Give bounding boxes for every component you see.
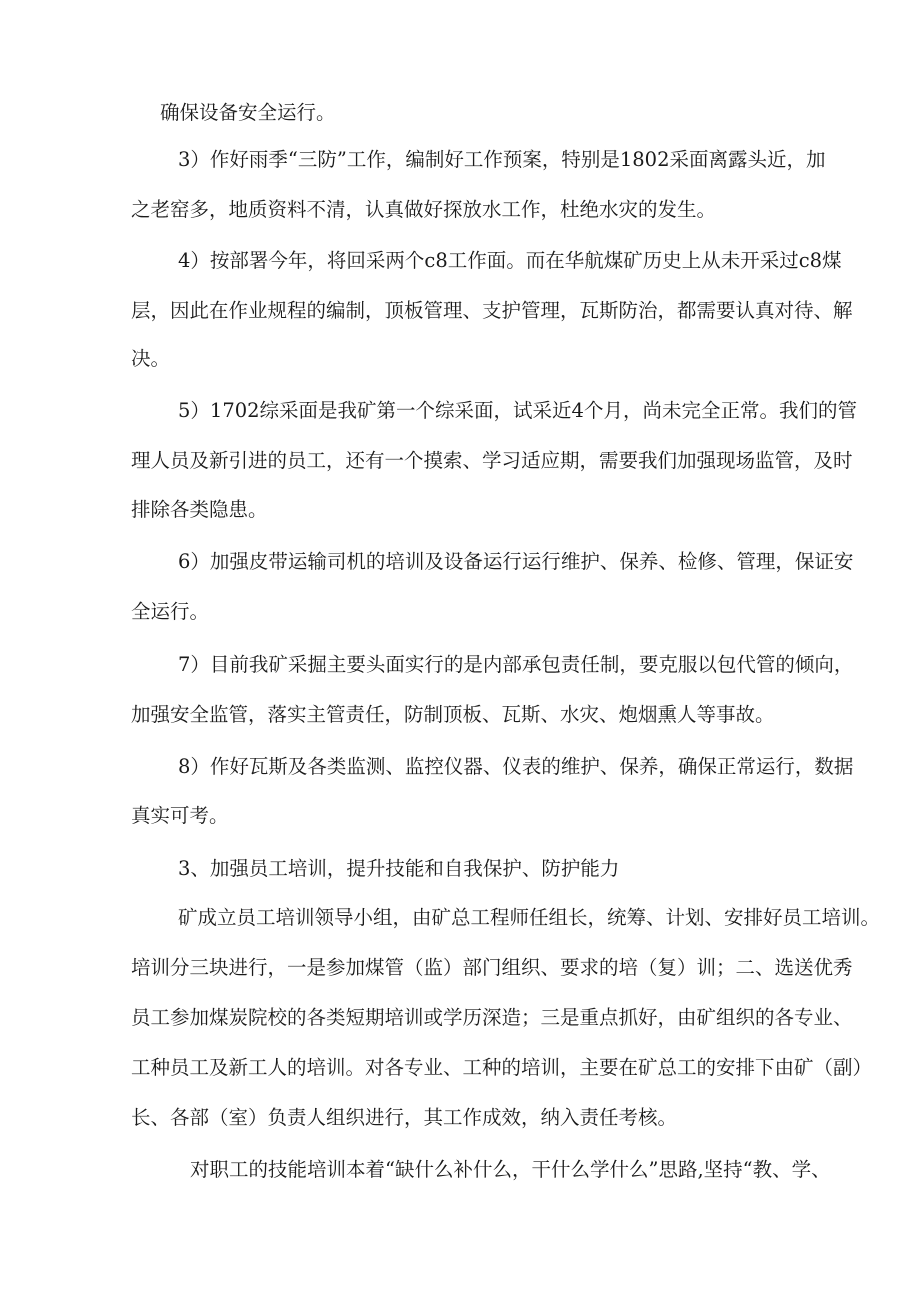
- section-heading: 3、加强员工培训，提升技能和自我保护、防护能力: [178, 857, 620, 880]
- text-line: 8）作好瓦斯及各类监测、监控仪器、仪表的维护、保养，确保正常运行，数据: [178, 755, 854, 778]
- text-line: 员工参加煤炭院校的各类短期培训或学历深造；三是重点抓好，由矿组织的各专业、: [131, 1006, 853, 1029]
- text-line: 决。: [131, 347, 171, 370]
- text-line: 7）目前我矿采掘主要头面实行的是内部承包责任制，要克服以包代管的倾向，: [178, 653, 854, 676]
- text-line: 工种员工及新工人的培训。对各专业、工种的培训，主要在矿总工的安排下由矿（副）: [131, 1056, 873, 1079]
- text-line: 排除各类隐患。: [131, 498, 268, 521]
- text-line: 对职工的技能培训本着“缺什么补什么，干什么学什么”思路,坚持“教、学、: [190, 1158, 831, 1181]
- text-line: 层，因此在作业规程的编制，顶板管理、支护管理，瓦斯防治，都需要认真对待、解: [131, 299, 853, 322]
- text-line: 4）按部署今年，将回采两个c8工作面。而在华航煤矿历史上从未开采过c8煤: [178, 249, 842, 272]
- text-line: 培训分三块进行，一是参加煤管（监）部门组织、要求的培（复）训；二、选送优秀: [131, 956, 853, 979]
- text-line: 确保设备安全运行。: [160, 101, 336, 124]
- text-line: 5）1702综采面是我矿第一个综采面，试采近4个月，尚未完全正常。我们的管: [178, 399, 857, 422]
- text-line: 矿成立员工培训领导小组，由矿总工程师任组长，统筹、计划、安排好员工培训。: [178, 906, 881, 929]
- text-line: 6）加强皮带运输司机的培训及设备运行运行维护、保养、检修、管理，保证安: [178, 550, 854, 573]
- text-line: 真实可考。: [131, 804, 229, 827]
- text-line: 3）作好雨季“三防”工作，编制好工作预案，特别是1802采面离露头近，加: [178, 148, 826, 171]
- text-line: 理人员及新引进的员工，还有一个摸索、学习适应期，需要我们加强现场监管，及时: [131, 449, 853, 472]
- text-line: 全运行。: [131, 600, 210, 623]
- text-line: 加强安全监管，落实主管责任，防制顶板、瓦斯、水灾、炮烟熏人等事故。: [131, 703, 775, 726]
- text-line: 长、各部（室）负责人组织进行，其工作成效，纳入责任考核。: [131, 1106, 678, 1129]
- text-line: 之老窑多，地质资料不清，认真做好探放水工作，杜绝水灾的发生。: [131, 198, 717, 221]
